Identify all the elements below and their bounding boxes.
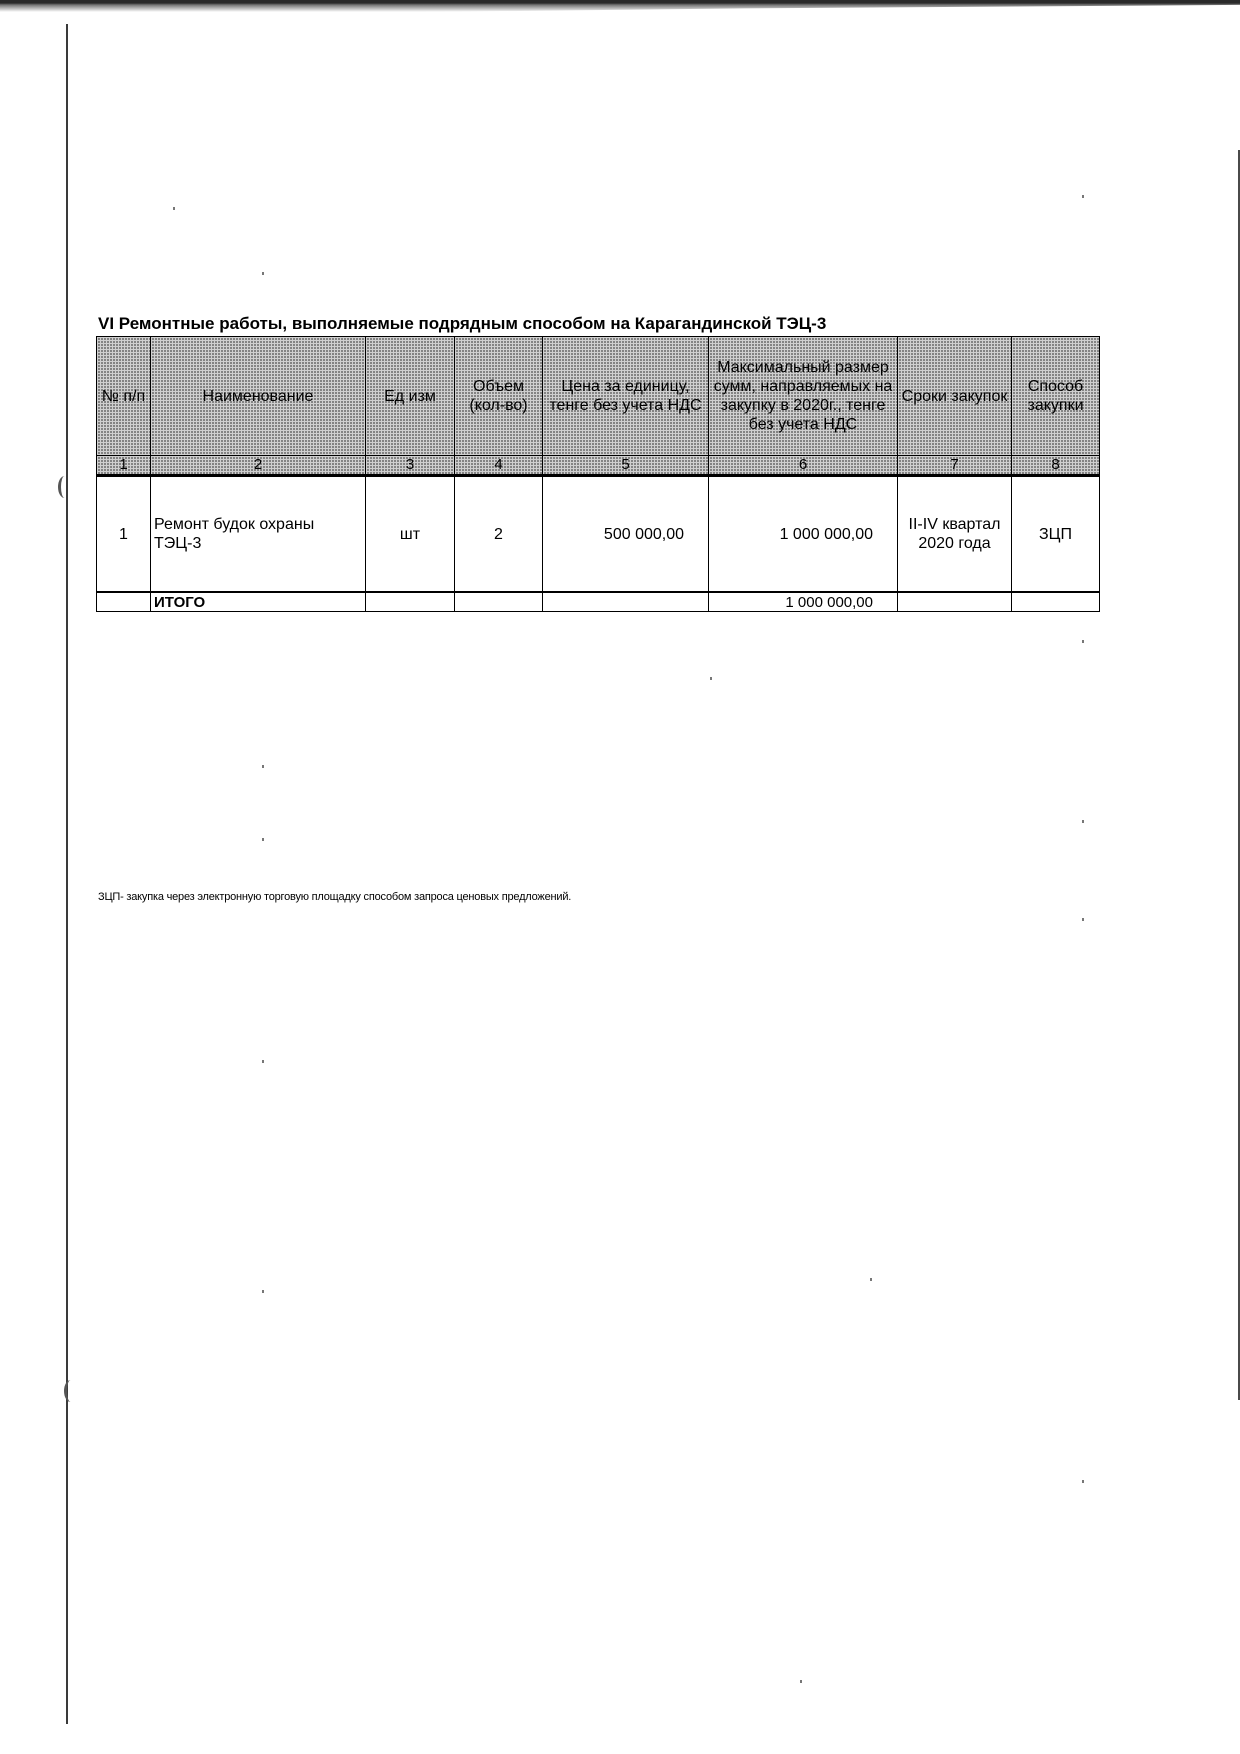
header-cell-max-amount: Максимальный размер сумм, направляемых на закупку в 2020г., тенге без учета НДС [709,337,898,456]
row-number: 1 [97,476,151,593]
scan-speck [262,838,264,841]
scan-left-border [66,24,68,1724]
header-cell-method: Способ закупки [1012,337,1100,456]
punch-hole-mark [64,1380,77,1402]
header-cell-unit-price: Цена за единицу, тенге без учета НДС [543,337,709,456]
scan-speck [1082,918,1084,921]
section-title: VI Ремонтные работы, выполняемые подрядным способом на Карагандинской ТЭЦ-3 [98,314,827,333]
footnote: ЗЦП- закупка через электронную торговую площадку способом запроса ценовых предложений. [98,891,572,903]
total-label: ИТОГО [151,592,366,612]
row-unit-price: 500 000,00 [543,476,709,593]
punch-hole-mark [58,476,71,498]
header-cell-name: Наименование [151,337,366,456]
row-max-amount: 1 000 000,00 [709,476,898,593]
total-empty-cell [366,592,455,612]
total-amount: 1 000 000,00 [709,592,898,612]
total-row [97,592,1100,612]
header-cell-number: № п/п [97,337,151,456]
scan-speck [800,1680,802,1683]
column-number: 6 [709,456,898,476]
header-cell-unit: Ед изм [366,337,455,456]
row-name: Ремонт будок охраны ТЭЦ-3 [151,476,366,593]
scan-speck [262,1060,264,1063]
scan-speck [1082,1480,1084,1483]
total-empty-cell [97,592,151,612]
total-empty-cell [1012,592,1100,612]
row-unit: шт [366,476,455,593]
header-cell-quantity: Объем (кол-во) [455,337,543,456]
procurement-table [96,336,1100,612]
scan-speck [710,677,712,680]
column-number: 5 [543,456,709,476]
row-period: II-IV квартал 2020 года [898,476,1012,593]
total-empty-cell [543,592,709,612]
table-row [97,476,1100,593]
column-number: 7 [898,456,1012,476]
scan-speck [1082,820,1084,823]
scan-speck [262,1290,264,1293]
scan-speck [173,207,175,210]
column-number: 3 [366,456,455,476]
column-number-row [97,456,1100,476]
column-number: 2 [151,456,366,476]
total-empty-cell [455,592,543,612]
scan-speck [262,272,264,275]
scan-speck [870,1278,872,1281]
scan-speck [262,765,264,768]
header-cell-period: Сроки закупок [898,337,1012,456]
row-quantity: 2 [455,476,543,593]
scan-edge-artifact [0,0,1240,14]
column-number: 8 [1012,456,1100,476]
row-method: ЗЦП [1012,476,1100,593]
total-empty-cell [898,592,1012,612]
scan-speck [1082,640,1084,643]
column-number: 4 [455,456,543,476]
scan-speck [1082,195,1084,198]
table-header-row [97,337,1100,456]
column-number: 1 [97,456,151,476]
